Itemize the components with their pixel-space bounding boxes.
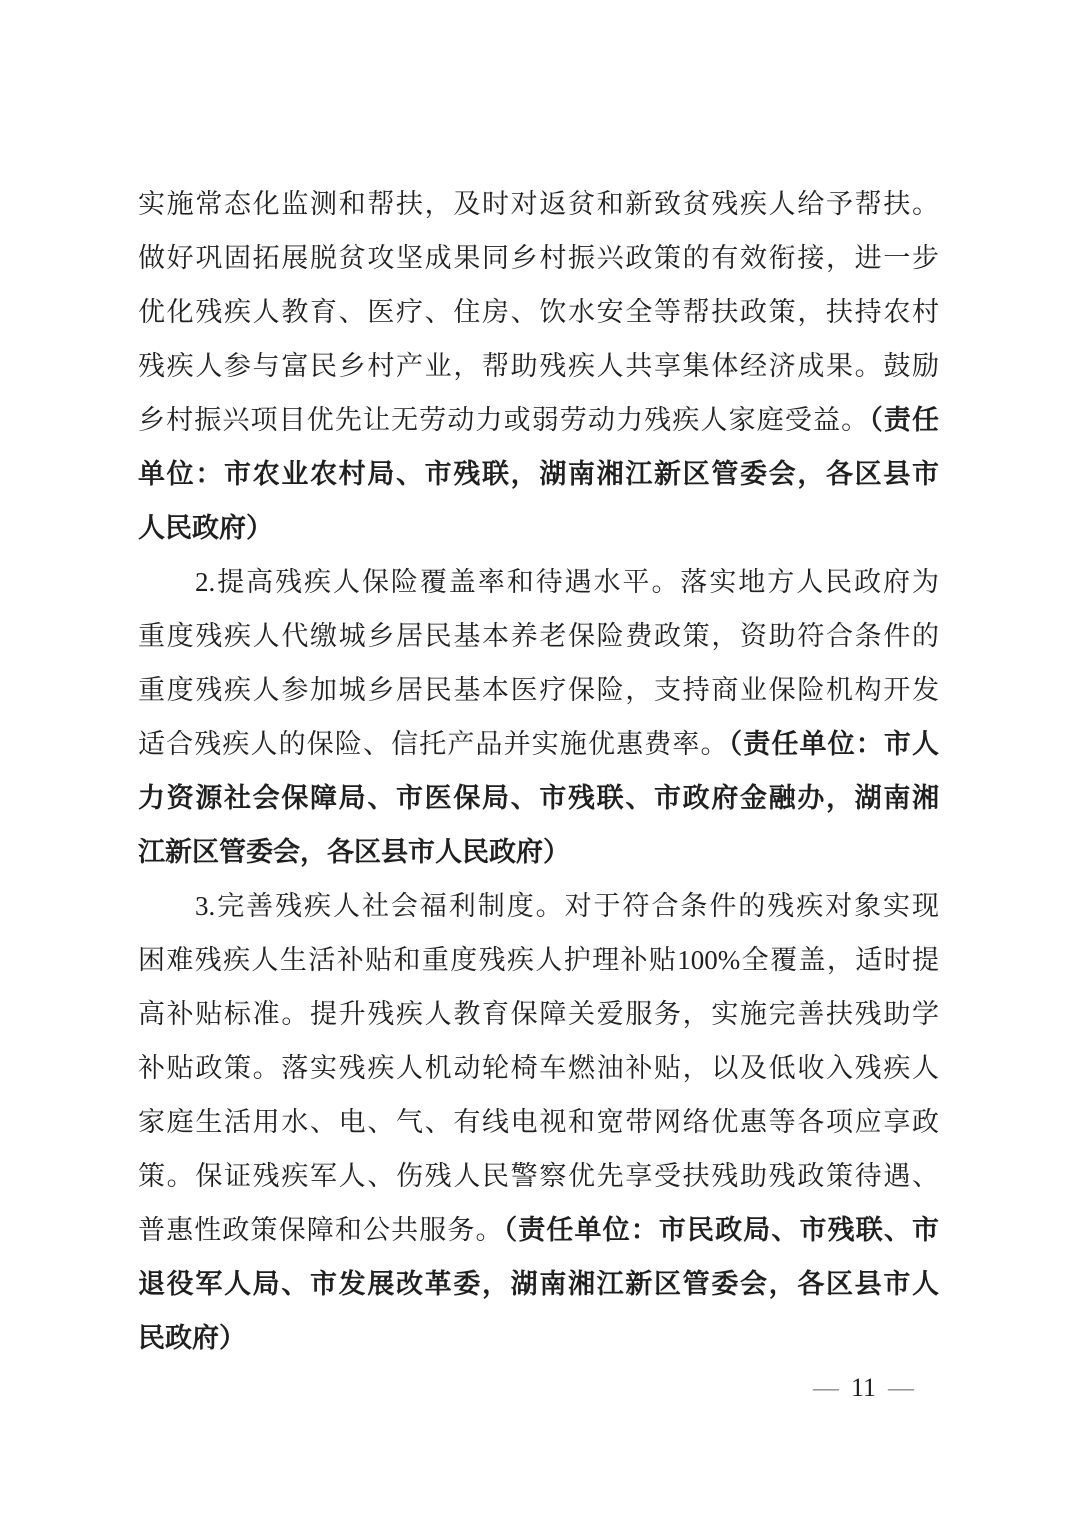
body-text: 普惠性政策保障和公共服务。 [138, 1215, 504, 1245]
text-line [138, 447, 939, 501]
responsibility-unit-text: （责任单位：市人 [728, 729, 939, 759]
body-text: 2.提高残疾人保险覆盖率和待遇水平。落实地方人民政府为 [195, 567, 939, 597]
body-text: 重度残疾人参加城乡居民基本医疗保险，支持商业保险机构开发 [138, 675, 939, 705]
page-footer [813, 1368, 914, 1408]
text-line [138, 1041, 939, 1095]
text-line [138, 339, 939, 393]
responsibility-unit-text: 民政府） [138, 1323, 246, 1353]
text-line [138, 933, 939, 987]
responsibility-unit-text: 退役军人局、市发展改革委，湖南湘江新区管委会，各区县市人 [138, 1269, 939, 1299]
text-line [138, 663, 939, 717]
body-text: 乡村振兴项目优先让无劳动力或弱劳动力残疾人家庭受益。 [138, 405, 870, 435]
text-line [138, 987, 939, 1041]
page-number-dash-right: — [888, 1373, 914, 1402]
text-line [138, 771, 939, 825]
text-line [138, 1311, 939, 1365]
page-number-dash-left: — [812, 1373, 839, 1402]
body-text: 做好巩固拓展脱贫攻坚成果同乡村振兴政策的有效衔接，进一步 [138, 243, 939, 273]
responsibility-unit-text: 人民政府） [138, 513, 273, 543]
text-line [138, 177, 939, 231]
body-text: 高补贴标准。提升残疾人教育保障关爱服务，实施完善扶残助学 [138, 999, 939, 1029]
body-text: 重度残疾人代缴城乡居民基本养老保险费政策，资助符合条件的 [138, 621, 939, 651]
responsibility-unit-text: 江新区管委会，各区县市人民政府） [138, 837, 570, 867]
text-line [138, 393, 939, 447]
responsibility-unit-text: 力资源社会保障局、市医保局、市残联、市政府金融办，湖南湘 [138, 783, 939, 813]
text-line [138, 285, 939, 339]
body-text: 家庭生活用水、电、气、有线电视和宽带网络优惠等各项应享政 [138, 1107, 939, 1137]
page-number: 11 [850, 1373, 876, 1402]
text-line [138, 555, 939, 609]
responsibility-unit-text: （责任 [869, 405, 939, 435]
text-line [138, 879, 939, 933]
text-line [138, 1257, 939, 1311]
responsibility-unit-text: 单位：市农业农村局、市残联，湖南湘江新区管委会，各区县市 [138, 459, 939, 489]
text-line [138, 231, 939, 285]
body-text: 优化残疾人教育、医疗、住房、饮水安全等帮扶政策，扶持农村 [138, 297, 939, 327]
body-text: 困难残疾人生活补贴和重度残疾人护理补贴100%全覆盖，适时提 [138, 945, 939, 975]
text-line [138, 1095, 939, 1149]
body-text: 残疾人参与富民乡村产业，帮助残疾人共享集体经济成果。鼓励 [138, 351, 939, 381]
document-body [138, 177, 939, 1365]
text-line [138, 1149, 939, 1203]
text-line [138, 609, 939, 663]
body-text: 实施常态化监测和帮扶，及时对返贫和新致贫残疾人给予帮扶。 [138, 189, 939, 219]
body-text: 3.完善残疾人社会福利制度。对于符合条件的残疾对象实现 [195, 891, 939, 921]
body-text: 适合残疾人的保险、信托产品并实施优惠费率。 [138, 729, 729, 759]
text-line [138, 717, 939, 771]
body-text: 补贴政策。落实残疾人机动轮椅车燃油补贴，以及低收入残疾人 [138, 1053, 939, 1083]
text-line [138, 1203, 939, 1257]
responsibility-unit-text: （责任单位：市民政局、市残联、市 [503, 1215, 939, 1245]
text-line [138, 825, 939, 879]
body-text: 策。保证残疾军人、伤残人民警察优先享受扶残助残政策待遇、 [138, 1161, 939, 1191]
text-line [138, 501, 939, 555]
